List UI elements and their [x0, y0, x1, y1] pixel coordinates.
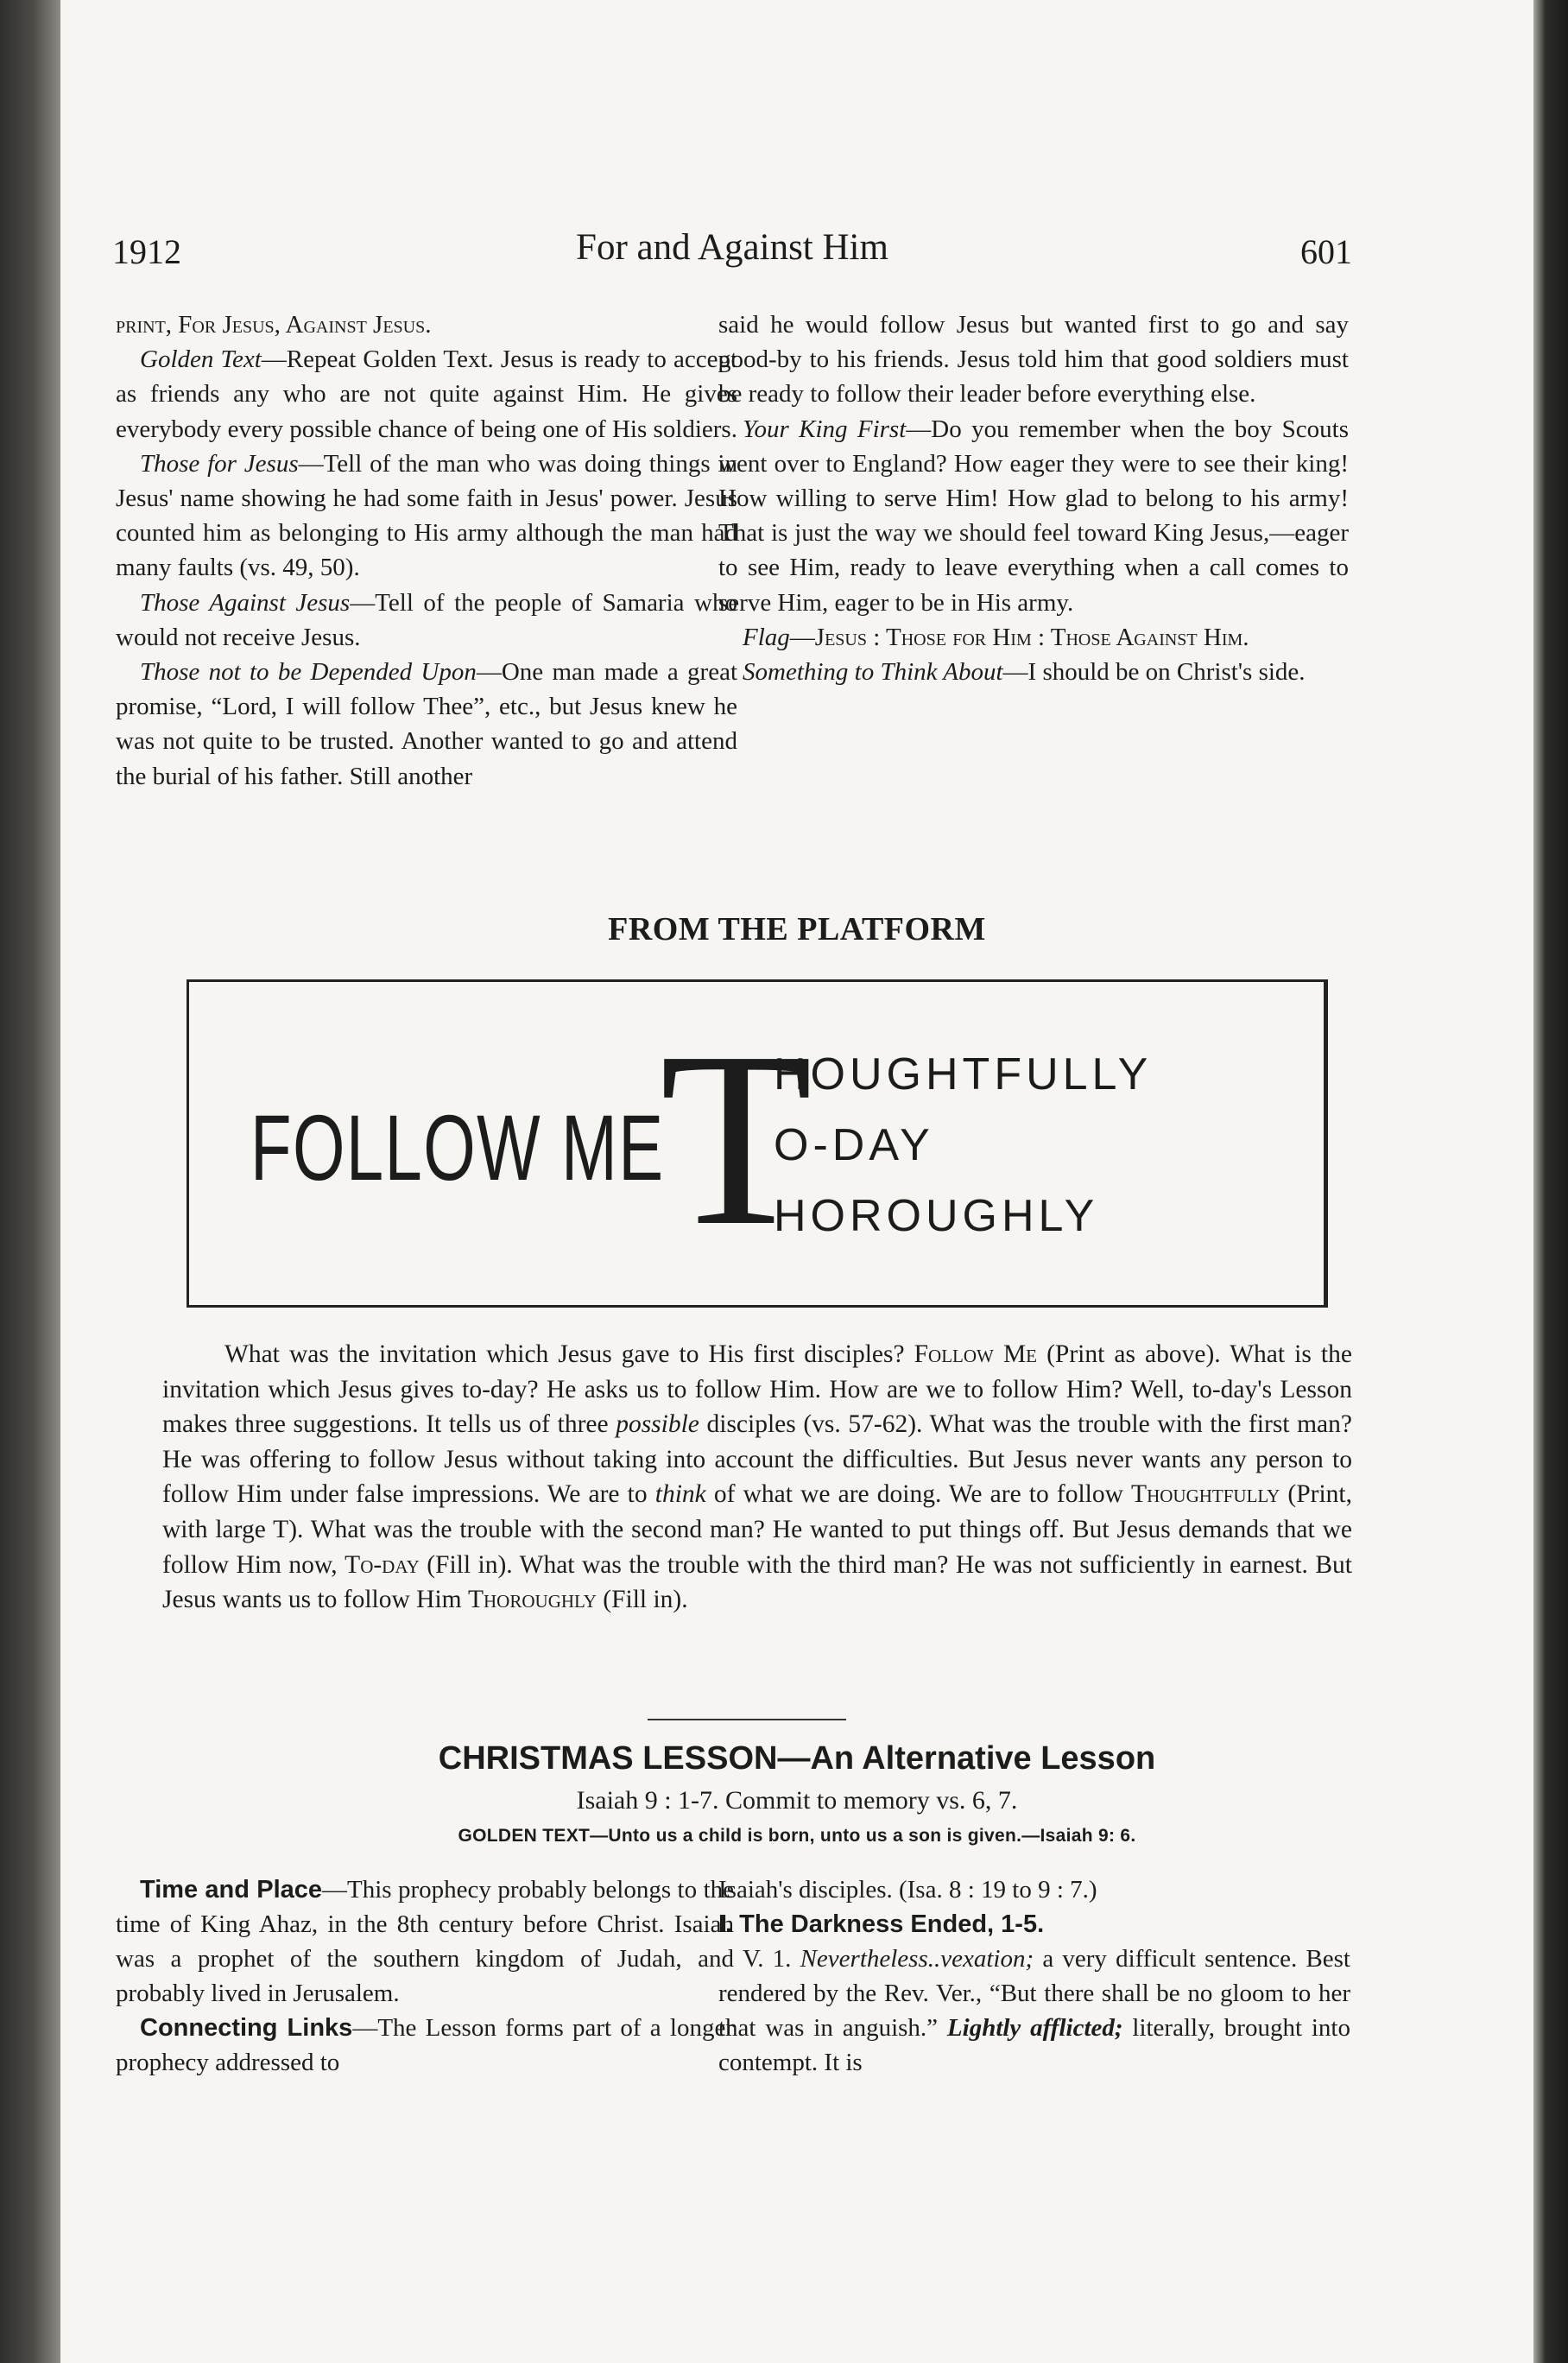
box-border-top	[187, 979, 1328, 982]
page-number: 601	[1300, 232, 1352, 271]
lesson-paragraph: What was the invitation which Jesus gave to His first disciples? Follow Me (Print as above). What is the invitation which Jesus gives to-day? He asks us to follow Him. How are we to follow Him? Well, to-day's Lesson makes three suggestions. It tells us of three possible disciples (vs. 57-62). What was the trouble with the first man? He was offering to follow Jesus without taking into account the difficulties. But Jesus never wants any person to follow Him under false impressions. We are to think of what we are doing. We are to follow Thoughtfully (Print, with large T). What was the trouble with the second man? He wanted to put things off. But Jesus demands that we follow Him now, To-day (Fill in). What was the trouble with the third man? He was not sufficiently in earnest. But Jesus wants us to follow Him Thoroughly (Fill in).	[162, 1340, 1353, 1614]
left-p4: Those Against Jesus—Tell of the people of Samaria who would not receive Jesus.	[116, 588, 737, 651]
connecting-links: Connecting Links—The Lesson forms part of a longer prophecy addressed to	[116, 2014, 734, 2076]
left-p5: Those not to be Depended Upon—One man made a great promise, “Lord, I will follow Thee”, etc., but Jesus knew he was not quite to be trusted. Another wanted to go and attend the burial of his father. Still another	[116, 658, 737, 790]
time-and-place: Time and Place—This prophecy probably belongs to the time of King Ahaz, in the 8th century before Christ. Isaiah was a prophet of the southern kingdom of Judah, and probably lived in Jerusalem.	[116, 1876, 734, 2007]
section-heading-darkness: I. The Darkness Ended, 1-5.	[718, 1910, 1045, 1938]
scripture-reference: Isaiah 9 : 1-7. Commit to memory vs. 6, 7.	[576, 1786, 1018, 1815]
christmas-left-column	[116, 1872, 734, 2080]
year-label: 1912	[112, 232, 181, 271]
christmas-lesson-title: CHRISTMAS LESSON—An Alternative Lesson	[438, 1740, 1156, 1777]
scan-right-edge	[1533, 0, 1568, 2363]
blackboard-box	[187, 979, 1328, 1308]
follow-me-text: FOLLOW ME	[250, 1095, 665, 1200]
scan-left-edge	[0, 0, 60, 2363]
left-p3: Those for Jesus—Tell of the man who was doing things in Jesus' name showing he had some faith in Jesus' power. Jesus counted him as belonging to His army although the man had many faults (vs. 49, 50).	[116, 449, 737, 582]
thoughtfully-line: HOUGHTFULLY	[774, 1049, 1153, 1099]
right-p1: said he would follow Jesus but wanted first to go and say good-by to his friends. Jesus told him that good soldiers must be ready to follow their leader before everything else.	[718, 311, 1349, 409]
section-divider	[648, 1719, 846, 1720]
christmas-right-column	[718, 1872, 1350, 2080]
box-border-left	[187, 979, 189, 1308]
right-p3: Flag—Jesus : Those for Him : Those Against Him.	[743, 623, 1249, 651]
large-t-letter: T	[660, 1000, 813, 1277]
disciples-line: Isaiah's disciples. (Isa. 8 : 19 to 9 : 7.)	[718, 1876, 1097, 1904]
left-p2: Golden Text—Repeat Golden Text. Jesus is ready to accept as friends any who are not quite against Him. He gives everybody every possible chance of being one of His soldiers.	[116, 345, 737, 443]
verse-1-note: V. 1. Nevertheless..vexation; a very difficult sentence. Best rendered by the Rev. Ver., “But there shall be no gloom to her that was in anguish.” Lightly afflicted; literally, brought into contempt. It is	[718, 1945, 1350, 2076]
left-p1: print, For Jesus, Against Jesus.	[116, 311, 432, 339]
today-line: O-DAY	[774, 1120, 934, 1170]
left-column	[116, 307, 737, 794]
box-border-bottom	[187, 1305, 1328, 1308]
right-p2: Your King First—Do you remember when the boy Scouts went over to England? How eager they were to see their king! How willing to serve Him! How glad to belong to his army! That is just the way we should feel toward King Jesus,—eager to see Him, ready to leave everything when a call comes to serve Him, eager to be in His army.	[718, 415, 1349, 617]
right-column	[718, 307, 1349, 689]
page-title: For and Against Him	[576, 227, 888, 268]
running-head	[112, 226, 1352, 278]
right-p4: Something to Think About—I should be on Christ's side.	[743, 658, 1306, 687]
platform-heading: FROM THE PLATFORM	[608, 911, 986, 947]
box-border-right	[1324, 979, 1328, 1308]
golden-text: GOLDEN TEXT—Unto us a child is born, unto us a son is given.—Isaiah 9: 6.	[458, 1826, 1136, 1846]
thoroughly-line: HOROUGHLY	[774, 1191, 1099, 1241]
